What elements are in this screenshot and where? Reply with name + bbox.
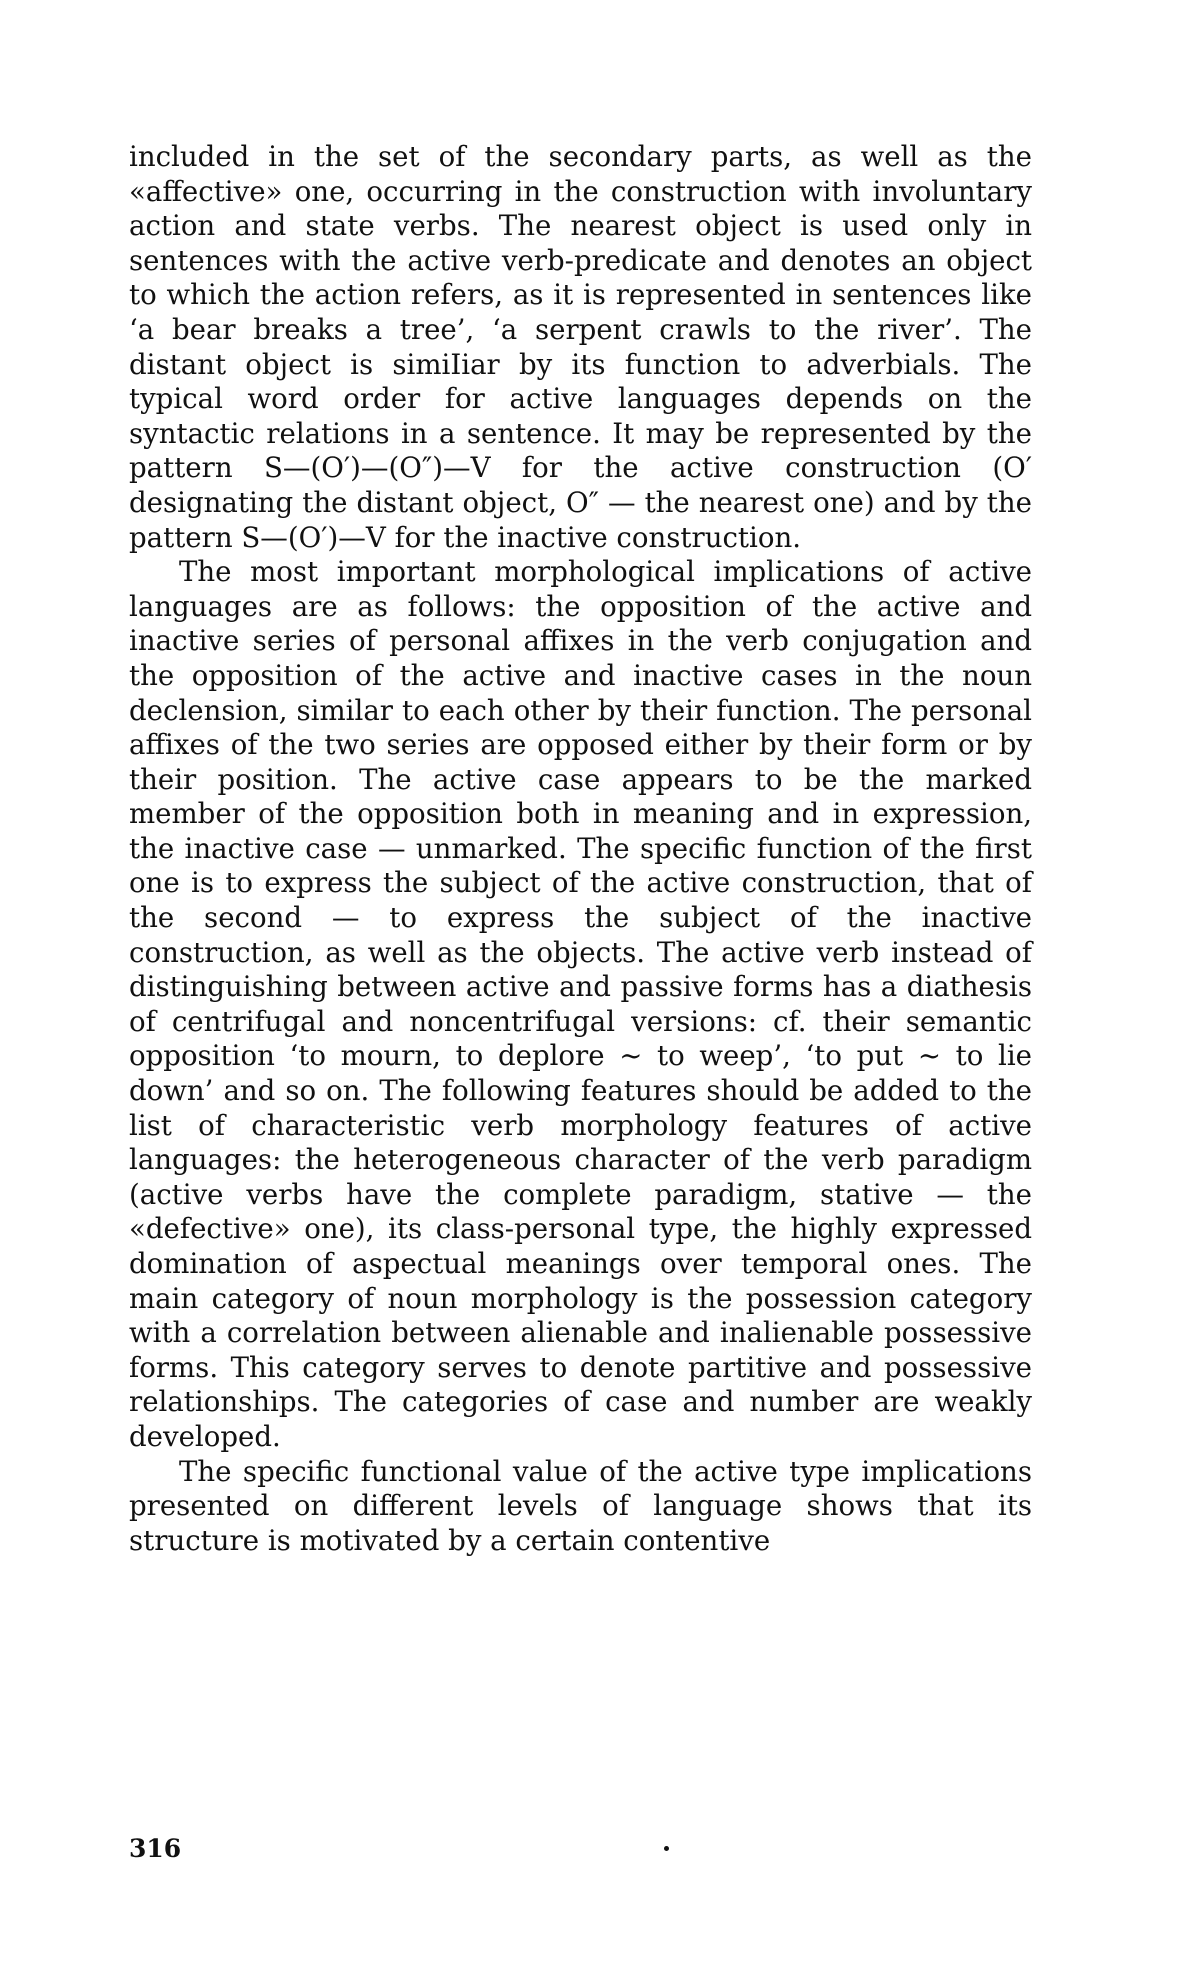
paragraph-3: The specific functional value of the active type implications presented on different levels of language shows that its structure is motivated by a certain contentive bbox=[129, 1454, 1032, 1557]
page-footer bbox=[129, 1834, 1032, 1874]
paragraph-1: included in the set of the secondary parts, as well as the «affective» one, occurring in the construction with involuntary action and state verbs. The nearest object is used only in sentences with the active verb-predicate and denotes an object to which the action refers, as it is represented in sentences like ‘a bear breaks a tree’, ‘a serpent crawls to the river’. The distant object is simiIiar by its function to adverbials. The typical word order for active languages depends on the syntactic relations in a sentence. It may be represented by the pattern S—(O′)—(O″)—V for the active construction (O′ designating the distant object, O″ — the nearest one) and by the pattern S—(O′)—V for the inactive construction. bbox=[129, 140, 1032, 554]
page-number: 316 bbox=[129, 1834, 182, 1863]
footer-dot bbox=[664, 1846, 669, 1851]
paragraph-2: The most important morphological implications of active languages are as follows: the opposition of the active and inactive series of personal affixes in the verb conjugation and the opposition of the active and inactive cases in the noun declension, similar to each other by their function. The personal affixes of the two series are opposed either by their form or by their position. The active case appears to be the marked member of the opposition both in meaning and in expression, the inactive case — unmarked. The specific function of the first one is to express the subject of the active construction, that of the second — to express the subject of the inactive construction, as well as the objects. The active verb instead of distinguishing between active and passive forms has a diathesis of centrifugal and noncentrifugal versions: cf. their semantic opposition ‘to mourn, to deplore ~ to weep’, ‘to put ~ to lie down’ and so on. The following features should be added to the list of characteristic verb morphology features of active languages: the heterogeneous character of the verb paradigm (active verbs have the complete paradigm, stative — the «defective» one), its class-personal type, the highly expressed domination of aspectual meanings over temporal ones. The main category of noun morphology is the possession category with a correlation between alienable and inalienable possessive forms. This category serves to denote partitive and possessive relationships. The categories of case and number are weakly developed. bbox=[129, 555, 1032, 1453]
page-body bbox=[129, 140, 1032, 1558]
